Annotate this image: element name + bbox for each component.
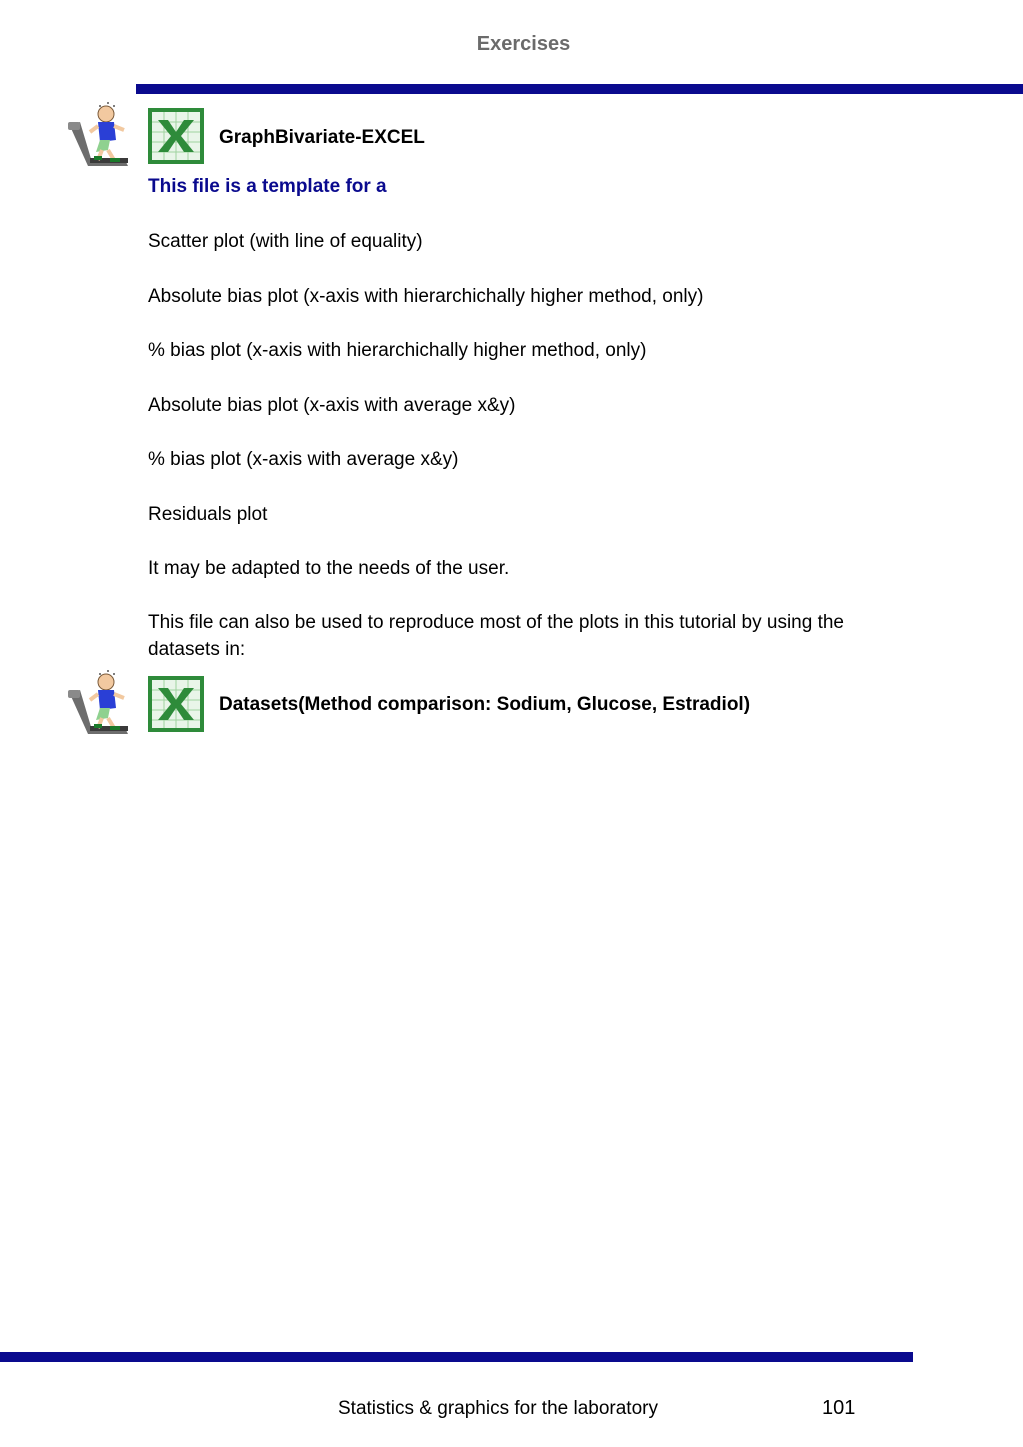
item-residuals-plot: Residuals plot [148,504,268,525]
intro-text: This file is a template for a [148,176,387,197]
header-divider [136,84,1023,94]
datasets-note: This file can also be used to reproduce most of the plots in this tutorial by using the datasets in: [148,612,844,660]
page-header-title: Exercises [476,33,571,55]
excel-file-icon[interactable] [148,676,204,732]
excel-file-icon[interactable] [148,108,204,164]
item-scatter-plot: Scatter plot (with line of equality) [148,231,423,252]
treadmill-runner-icon [66,668,132,736]
item-absolute-bias-hierarchical: Absolute bias plot (x-axis with hierarchichally higher method, only) [148,286,704,307]
footer-title: Statistics & graphics for the laboratory [338,1398,658,1419]
footer-divider [0,1352,913,1362]
datasets-method-comparison-link[interactable]: Datasets(Method comparison: Sodium, Glucose, Estradiol) [219,694,751,715]
item-absolute-bias-average: Absolute bias plot (x-axis with average x&y) [148,395,516,416]
page-number: 101 [822,1397,856,1419]
item-percent-bias-hierarchical: % bias plot (x-axis with hierarchichally higher method, only) [148,340,647,361]
graphbivariate-excel-link[interactable]: GraphBivariate-EXCEL [219,127,425,148]
item-percent-bias-average: % bias plot (x-axis with average x&y) [148,449,459,470]
adaptation-note: It may be adapted to the needs of the user. [148,558,510,579]
treadmill-runner-icon [66,100,132,168]
